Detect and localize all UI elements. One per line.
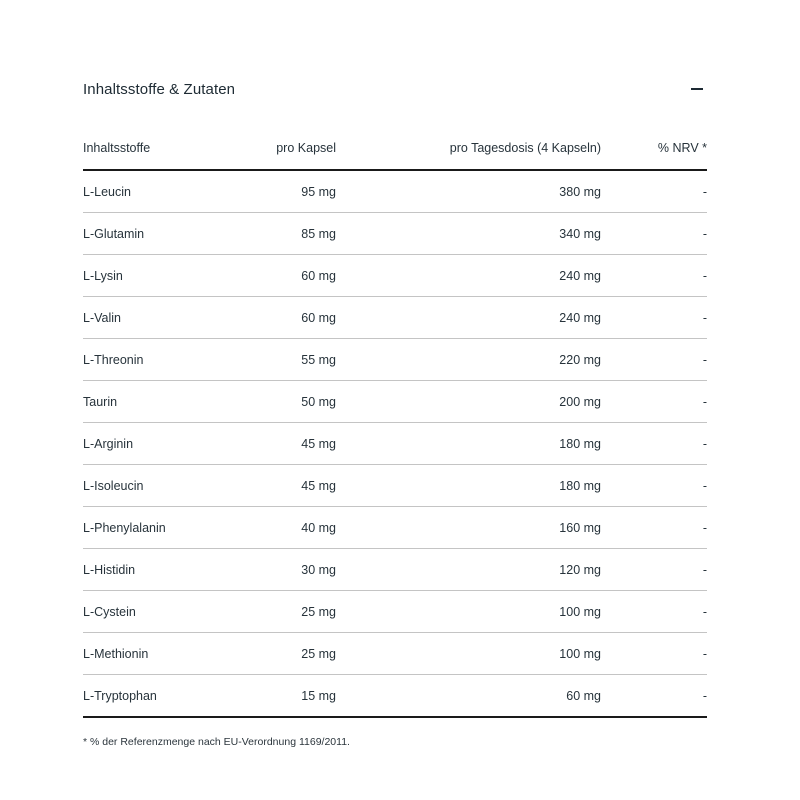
table-row (83, 465, 707, 507)
amount-per-capsule: 85 mg (223, 213, 336, 255)
nrv-value: - (601, 339, 707, 381)
minus-icon (691, 88, 703, 90)
amount-per-capsule: 50 mg (223, 381, 336, 423)
ingredient-name: L-Arginin (83, 423, 223, 465)
amount-per-capsule: 15 mg (223, 675, 336, 718)
table-row (83, 591, 707, 633)
ingredient-name: L-Tryptophan (83, 675, 223, 718)
nrv-value: - (601, 297, 707, 339)
header-per-capsule: pro Kapsel (223, 126, 336, 170)
ingredient-name: L-Histidin (83, 549, 223, 591)
ingredient-name: L-Lysin (83, 255, 223, 297)
nrv-value: - (601, 591, 707, 633)
amount-per-capsule: 95 mg (223, 170, 336, 213)
amount-per-capsule: 40 mg (223, 507, 336, 549)
amount-per-capsule: 60 mg (223, 297, 336, 339)
amount-per-capsule: 30 mg (223, 549, 336, 591)
nrv-value: - (601, 549, 707, 591)
section-title: Inhaltsstoffe & Zutaten (83, 80, 236, 98)
nrv-value: - (601, 170, 707, 213)
ingredients-table (83, 126, 707, 718)
amount-per-daily-dose: 160 mg (336, 507, 601, 549)
ingredient-name: L-Leucin (83, 170, 223, 213)
ingredients-accordion-header[interactable] (83, 74, 707, 104)
table-row (83, 549, 707, 591)
table-header-row (83, 126, 707, 170)
amount-per-capsule: 45 mg (223, 465, 336, 507)
amount-per-daily-dose: 240 mg (336, 297, 601, 339)
ingredient-name: L-Phenylalanin (83, 507, 223, 549)
amount-per-daily-dose: 380 mg (336, 170, 601, 213)
amount-per-daily-dose: 220 mg (336, 339, 601, 381)
nrv-value: - (601, 213, 707, 255)
table-row (83, 381, 707, 423)
amount-per-daily-dose: 200 mg (336, 381, 601, 423)
nrv-value: - (601, 507, 707, 549)
table-row (83, 297, 707, 339)
amount-per-capsule: 55 mg (223, 339, 336, 381)
amount-per-daily-dose: 100 mg (336, 633, 601, 675)
ingredient-name: L-Glutamin (83, 213, 223, 255)
header-per-daily-dose: pro Tagesdosis (4 Kapseln) (336, 126, 601, 170)
ingredient-name: Taurin (83, 381, 223, 423)
ingredient-name: L-Isoleucin (83, 465, 223, 507)
amount-per-capsule: 45 mg (223, 423, 336, 465)
amount-per-daily-dose: 340 mg (336, 213, 601, 255)
table-row (83, 423, 707, 465)
table-row (83, 339, 707, 381)
nrv-value: - (601, 381, 707, 423)
ingredient-name: L-Methionin (83, 633, 223, 675)
nrv-footnote: * % der Referenzmenge nach EU-Verordnung 1169/2011. (83, 736, 350, 748)
nrv-value: - (601, 675, 707, 718)
amount-per-daily-dose: 120 mg (336, 549, 601, 591)
table-row (83, 633, 707, 675)
table-row (83, 255, 707, 297)
table-row (83, 675, 707, 718)
nrv-value: - (601, 633, 707, 675)
table-row (83, 170, 707, 213)
amount-per-capsule: 60 mg (223, 255, 336, 297)
ingredient-name: L-Valin (83, 297, 223, 339)
amount-per-capsule: 25 mg (223, 633, 336, 675)
amount-per-daily-dose: 100 mg (336, 591, 601, 633)
ingredient-name: L-Cystein (83, 591, 223, 633)
nrv-value: - (601, 255, 707, 297)
amount-per-capsule: 25 mg (223, 591, 336, 633)
table-row (83, 213, 707, 255)
amount-per-daily-dose: 180 mg (336, 423, 601, 465)
collapse-button[interactable] (679, 77, 703, 101)
ingredient-name: L-Threonin (83, 339, 223, 381)
amount-per-daily-dose: 180 mg (336, 465, 601, 507)
table-row (83, 507, 707, 549)
amount-per-daily-dose: 60 mg (336, 675, 601, 718)
nrv-value: - (601, 423, 707, 465)
amount-per-daily-dose: 240 mg (336, 255, 601, 297)
header-nrv: % NRV * (601, 126, 707, 170)
header-ingredient: Inhaltsstoffe (83, 126, 223, 170)
nrv-value: - (601, 465, 707, 507)
